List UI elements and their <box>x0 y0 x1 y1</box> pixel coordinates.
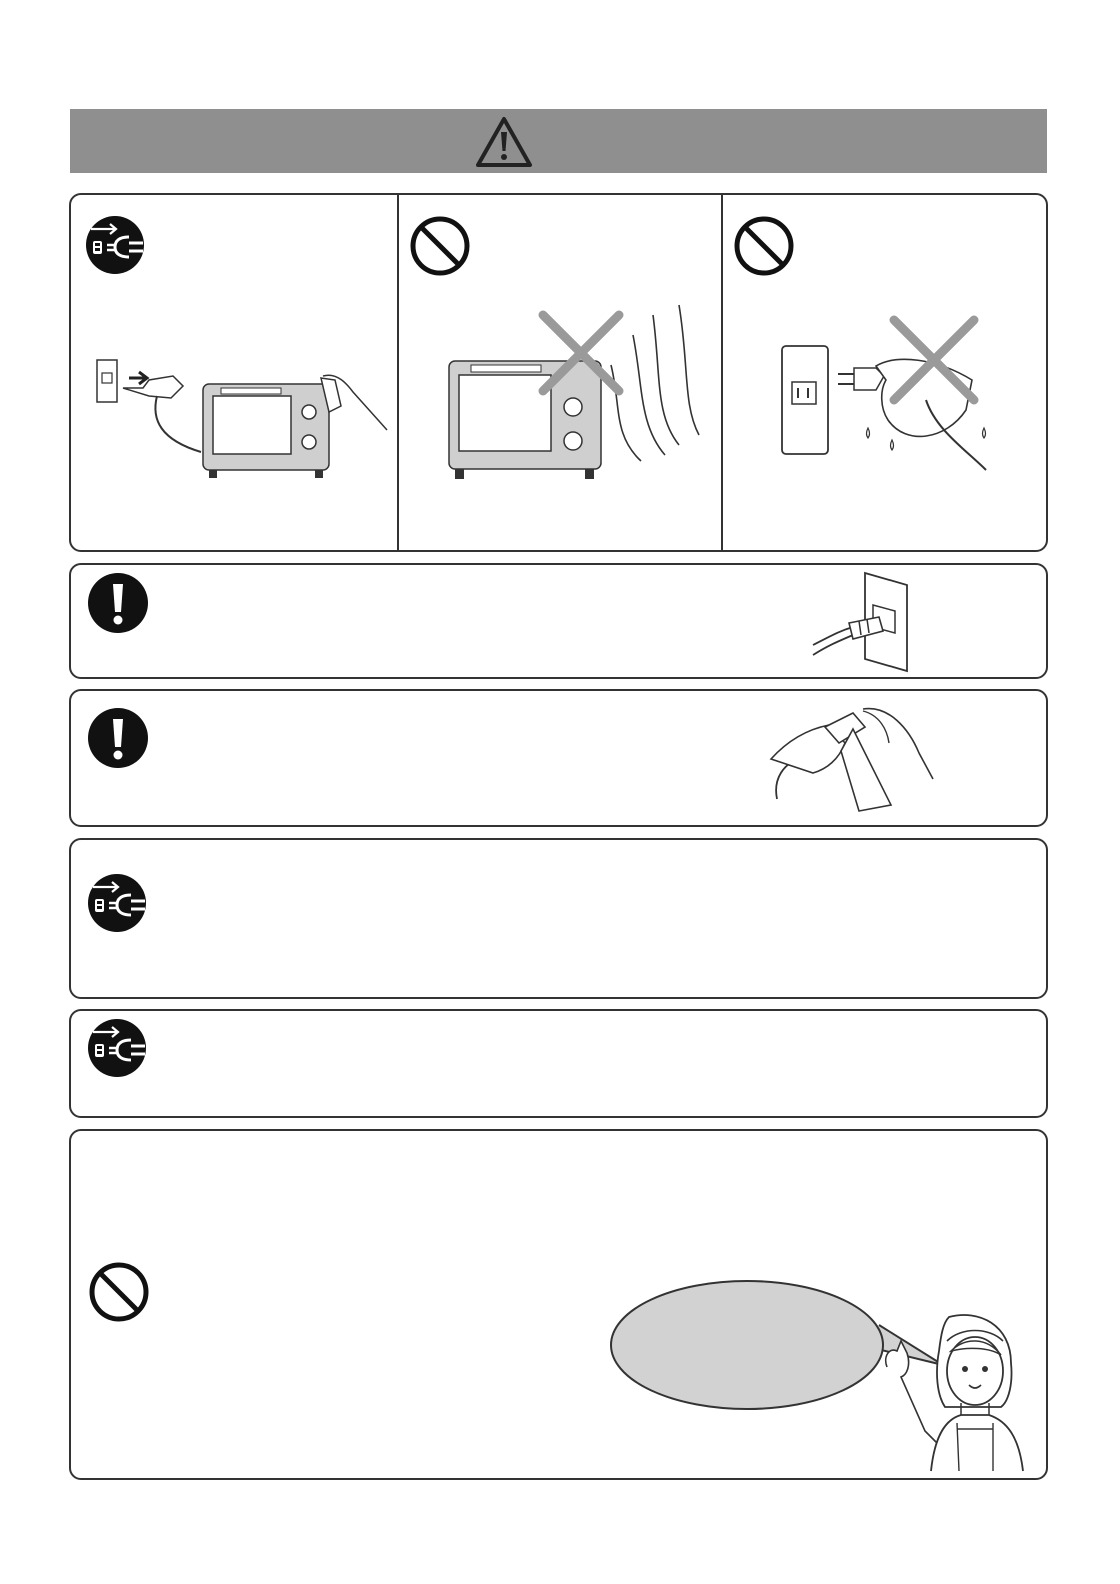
oven-near-curtain-illustration <box>443 295 723 485</box>
unplug-icon <box>85 215 145 275</box>
three-panel-section <box>69 193 1048 552</box>
exclamation-icon <box>87 572 149 634</box>
warning-triangle-icon <box>474 115 534 169</box>
panel-divider <box>397 195 399 550</box>
mandatory-section-clean-plug <box>69 689 1048 827</box>
prohibition-icon <box>88 1261 150 1323</box>
wet-hands-plug-illustration <box>776 310 1046 480</box>
prohibition-icon <box>733 215 795 277</box>
prohibition-section-with-speaker <box>69 1129 1048 1480</box>
wiping-plug-illustration <box>769 699 939 811</box>
unplug-icon <box>87 873 147 933</box>
exclamation-icon <box>87 707 149 769</box>
unplug-section-after-use <box>69 1009 1048 1118</box>
plug-in-outlet-illustration <box>809 569 919 675</box>
unplug-and-clean-illustration <box>91 350 391 480</box>
unplug-icon <box>87 1018 147 1078</box>
woman-illustration <box>881 1311 1041 1471</box>
mandatory-section-plug-insert <box>69 563 1048 679</box>
warning-banner <box>70 109 1047 173</box>
unplug-section-long-absence <box>69 838 1048 999</box>
prohibition-icon <box>409 215 471 277</box>
